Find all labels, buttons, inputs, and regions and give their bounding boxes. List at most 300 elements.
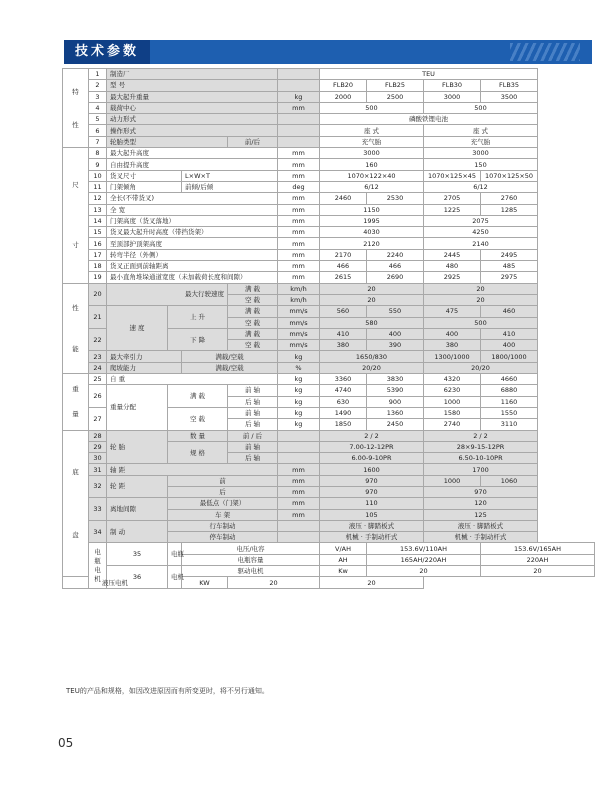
table-row [63, 159, 595, 170]
row-sub: 后 [168, 486, 278, 497]
row-name: 转弯半径（外侧） [107, 249, 278, 260]
table-row [63, 136, 595, 147]
row-name: 轮 距 [107, 475, 168, 498]
value-cell: 2460 [320, 193, 367, 204]
row-number: 12 [89, 193, 107, 204]
row-name: 自 重 [107, 374, 278, 385]
value-cell: 500 [320, 102, 424, 113]
value-cell: 153.6V/110AH [367, 543, 481, 554]
value-cell: 1000 [424, 475, 481, 486]
row-number: 17 [89, 249, 107, 260]
value-cell: 2740 [424, 419, 481, 430]
value-cell: 390 [367, 340, 424, 351]
table-row [63, 193, 595, 204]
section-label [63, 374, 89, 430]
value-cell: 20 [320, 283, 424, 294]
unit-cell: mm [278, 204, 320, 215]
value-cell: FLB35 [481, 80, 538, 91]
unit-cell [278, 441, 320, 452]
row-number: 11 [89, 181, 107, 192]
value-cell: 7.00-12-12PR [320, 441, 424, 452]
value-cell: 1300/1000 [424, 351, 481, 362]
row-number: 15 [89, 227, 107, 238]
row-number: 8 [89, 148, 107, 159]
table-row [63, 261, 595, 272]
value-cell: 3500 [481, 91, 538, 102]
row-name: 轮 胎 [107, 430, 168, 464]
row-name: 最大行驶速度 [107, 283, 228, 306]
unit-cell: mm/s [278, 340, 320, 351]
value-cell: 20 [367, 566, 481, 577]
value-cell: 2705 [424, 193, 481, 204]
unit-cell: kg [278, 91, 320, 102]
value-cell: FLB20 [320, 80, 367, 91]
value-cell: 座 式 [424, 125, 538, 136]
section-char: 性 [72, 303, 79, 312]
unit-cell: kg [278, 351, 320, 362]
section-char: 特 [72, 87, 79, 96]
row-name: 重量分配 [107, 385, 168, 430]
table-row [63, 215, 595, 226]
row-number: 16 [89, 238, 107, 249]
section-char: 重 [72, 385, 79, 394]
row-sub: 电压/电容 [182, 543, 320, 554]
unit-cell: mm [278, 148, 320, 159]
value-cell: 1550 [481, 407, 538, 418]
table-row [63, 475, 595, 486]
row-group: 空 载 [168, 407, 228, 430]
row-sub: 液压电机 [63, 577, 168, 588]
value-cell: 4740 [320, 385, 367, 396]
unit-cell: Kw [320, 566, 367, 577]
unit-cell: mm/s [278, 306, 320, 317]
value-cell: 6/12 [424, 181, 538, 192]
value-cell: 6.00-9-10PR [320, 453, 424, 464]
value-cell: 机械 · 手制动杆式 [320, 532, 424, 543]
table-row [63, 385, 595, 396]
unit-cell: kg [278, 385, 320, 396]
value-cell: 105 [320, 509, 424, 520]
table-row [63, 351, 595, 362]
value-cell: 4250 [424, 227, 538, 238]
section-char: 量 [72, 410, 79, 419]
row-sub: 满 载 [228, 283, 278, 294]
value-cell: 400 [424, 328, 481, 339]
row-name: 货叉最大起升时高度（带挡货架） [107, 227, 278, 238]
value-cell: 20 [481, 566, 595, 577]
value-cell: 900 [367, 396, 424, 407]
row-number: 21 [89, 306, 107, 329]
section-char: 能 [72, 344, 79, 353]
unit-cell: mm/s [278, 317, 320, 328]
row-number: 24 [89, 362, 107, 373]
row-sub: 驱动电机 [182, 566, 320, 577]
value-cell: 座 式 [320, 125, 424, 136]
table-row [63, 577, 595, 588]
row-number: 34 [89, 520, 107, 543]
section-label [63, 283, 89, 373]
table-row [63, 498, 595, 509]
row-name: 轴 距 [107, 464, 278, 475]
row-sub: 空 载 [228, 294, 278, 305]
row-sub: L×W×T [182, 170, 278, 181]
value-cell: 580 [320, 317, 424, 328]
table-row [63, 181, 595, 192]
value-cell: 2530 [367, 193, 424, 204]
value-cell: 4030 [320, 227, 424, 238]
row-group: 下 降 [168, 328, 228, 351]
value-cell: 磷酸铁锂电池 [320, 114, 538, 125]
value-cell: 2170 [320, 249, 367, 260]
value-cell: 2140 [424, 238, 538, 249]
row-name: 至顶部护顶架高度 [107, 238, 278, 249]
value-cell: 160 [320, 159, 424, 170]
row-name: 制造厂 [107, 69, 278, 80]
row-number: 3 [89, 91, 107, 102]
row-name: 货叉正面到前轴距离 [107, 261, 278, 272]
value-cell: 3000 [320, 148, 424, 159]
row-sub: 满载/空载 [182, 362, 278, 373]
value-cell: 3830 [367, 374, 424, 385]
row-number: 32 [89, 475, 107, 498]
value-cell: 4320 [424, 374, 481, 385]
value-cell: 153.6V/165AH [481, 543, 595, 554]
unit-cell: kg [278, 419, 320, 430]
section-header [64, 40, 592, 64]
row-group: 上 升 [168, 306, 228, 329]
value-cell: 1150 [320, 204, 424, 215]
row-number: 20 [89, 283, 107, 306]
value-cell: 466 [367, 261, 424, 272]
unit-cell: mm [278, 249, 320, 260]
row-number: 5 [89, 114, 107, 125]
row-number: 6 [89, 125, 107, 136]
value-cell: 6230 [424, 385, 481, 396]
row-sub: 空 载 [228, 317, 278, 328]
value-cell: 380 [320, 340, 367, 351]
value-cell: 3110 [481, 419, 538, 430]
value-cell: 1800/1000 [481, 351, 538, 362]
value-cell: 1360 [367, 407, 424, 418]
row-name: 最大起升重量 [107, 91, 278, 102]
value-cell: 1600 [320, 464, 424, 475]
row-number: 18 [89, 261, 107, 272]
section-char: 盘 [72, 530, 79, 539]
row-sub: 前 轴 [228, 407, 278, 418]
row-name: 全 宽 [107, 204, 278, 215]
row-name: 型 号 [107, 80, 278, 91]
unit-cell: mm [278, 464, 320, 475]
table-row [63, 114, 595, 125]
table-row [63, 227, 595, 238]
row-sub: 后 轴 [228, 419, 278, 430]
value-cell: 20 [320, 577, 424, 588]
value-cell: 2000 [320, 91, 367, 102]
row-number: 31 [89, 464, 107, 475]
row-number: 13 [89, 204, 107, 215]
row-sub: 电瓶容量 [182, 554, 320, 565]
value-cell: 165AH/220AH [367, 554, 481, 565]
value-cell: 2925 [424, 272, 481, 283]
unit-cell: km/h [278, 294, 320, 305]
value-cell: 1070×122×40 [320, 170, 424, 181]
value-cell: 2 / 2 [424, 430, 538, 441]
value-cell: 20/20 [424, 362, 538, 373]
value-cell: 500 [424, 317, 538, 328]
value-cell: 2975 [481, 272, 538, 283]
row-name: 电瓶 [168, 543, 182, 566]
value-cell: 1160 [481, 396, 538, 407]
value-cell: TEU [320, 69, 538, 80]
unit-cell: KW [182, 577, 228, 588]
row-sub: 前/后 [228, 136, 278, 147]
spec-table [62, 68, 595, 589]
value-cell: 6880 [481, 385, 538, 396]
row-sub: 前 轴 [228, 441, 278, 452]
row-name: 全长(不带货叉) [107, 193, 278, 204]
page-number: 05 [58, 736, 74, 750]
section-char: 底 [72, 467, 79, 476]
value-cell: 485 [481, 261, 538, 272]
unit-cell: deg [278, 181, 320, 192]
unit-cell [278, 453, 320, 464]
value-cell: 1580 [424, 407, 481, 418]
value-cell: 380 [424, 340, 481, 351]
unit-cell: % [278, 362, 320, 373]
value-cell: 460 [481, 306, 538, 317]
table-row [63, 69, 595, 80]
value-cell: 20 [424, 283, 538, 294]
value-cell: 1070×125×50 [481, 170, 538, 181]
value-cell: 6/12 [320, 181, 424, 192]
unit-cell: mm [278, 498, 320, 509]
row-name: 轮胎类型 [107, 136, 228, 147]
row-name: 门架高度（货叉落地） [107, 215, 278, 226]
value-cell: 475 [424, 306, 481, 317]
unit-cell: mm [278, 227, 320, 238]
section-label [63, 69, 89, 148]
row-number: 29 [89, 441, 107, 452]
row-number: 26 [89, 385, 107, 408]
value-cell: 400 [367, 328, 424, 339]
value-cell: 1850 [320, 419, 367, 430]
value-cell: 970 [320, 475, 424, 486]
row-number: 10 [89, 170, 107, 181]
unit-cell: V/AH [320, 543, 367, 554]
table-row [63, 464, 595, 475]
value-cell: 3360 [320, 374, 367, 385]
table-row [63, 238, 595, 249]
unit-cell: mm [278, 509, 320, 520]
value-cell: 1285 [481, 204, 538, 215]
unit-cell [278, 136, 320, 147]
row-number: 7 [89, 136, 107, 147]
unit-cell [278, 125, 320, 136]
unit-cell: km/h [278, 283, 320, 294]
unit-cell: kg [278, 374, 320, 385]
row-name: 动力形式 [107, 114, 278, 125]
section-char: 尺 [72, 181, 79, 190]
row-name: 最小直角堆垛通道宽度（未加载荷长度和间隙） [107, 272, 278, 283]
row-name: 载荷中心 [107, 102, 278, 113]
value-cell: 500 [424, 102, 538, 113]
value-cell: 150 [424, 159, 538, 170]
row-group: 规 格 [168, 441, 228, 464]
row-name: 电机 [168, 566, 182, 589]
row-number: 14 [89, 215, 107, 226]
unit-cell: mm [278, 102, 320, 113]
value-cell: 2120 [320, 238, 424, 249]
table-row [63, 272, 595, 283]
value-cell: 6.50-10-10PR [424, 453, 538, 464]
unit-cell: mm [278, 272, 320, 283]
section-label [63, 148, 89, 284]
section-char: 性 [72, 120, 79, 129]
table-row [63, 91, 595, 102]
unit-cell: mm [278, 261, 320, 272]
section-title: 技术参数 [64, 40, 150, 64]
row-name: 爬坡能力 [107, 362, 182, 373]
header-stripes [510, 43, 580, 61]
value-cell: 4660 [481, 374, 538, 385]
table-row [63, 80, 595, 91]
row-number: 2 [89, 80, 107, 91]
row-sub: 前 / 后 [228, 430, 278, 441]
table-row [63, 283, 595, 294]
value-cell: 410 [320, 328, 367, 339]
table-row [63, 125, 595, 136]
row-number: 25 [89, 374, 107, 385]
row-number: 27 [89, 407, 107, 430]
value-cell: 20 [228, 577, 320, 588]
value-cell: FLB25 [367, 80, 424, 91]
unit-cell [278, 532, 320, 543]
value-cell: 2445 [424, 249, 481, 260]
value-cell: 410 [481, 328, 538, 339]
table-row [63, 102, 595, 113]
row-name: 制 动 [107, 520, 168, 543]
row-sub: 车 架 [168, 509, 278, 520]
value-cell: 466 [320, 261, 367, 272]
unit-cell: AH [320, 554, 367, 565]
value-cell: 2450 [367, 419, 424, 430]
value-cell: 1650/830 [320, 351, 424, 362]
unit-cell: mm [278, 170, 320, 181]
row-number: 22 [89, 328, 107, 351]
table-row [63, 306, 595, 317]
row-number: 9 [89, 159, 107, 170]
value-cell: 20 [424, 294, 538, 305]
table-row [63, 520, 595, 531]
value-cell: 20/20 [320, 362, 424, 373]
unit-cell: mm [278, 159, 320, 170]
value-cell: 2 / 2 [320, 430, 424, 441]
row-sub: 满载/空载 [182, 351, 278, 362]
row-number: 19 [89, 272, 107, 283]
unit-cell: kg [278, 396, 320, 407]
unit-cell: mm/s [278, 328, 320, 339]
row-number: 30 [89, 453, 107, 464]
table-row [63, 148, 595, 159]
row-number: 4 [89, 102, 107, 113]
value-cell: 2690 [367, 272, 424, 283]
row-number: 36 [107, 566, 168, 589]
section-label: 电瓶电机 [89, 543, 107, 588]
unit-cell: mm [278, 193, 320, 204]
value-cell: 550 [367, 306, 424, 317]
row-number: 1 [89, 69, 107, 80]
section-label [63, 430, 89, 577]
footnote: TEU的产品和规格，如因改进原因而有所变更时，将不另行通知。 [66, 687, 269, 695]
table-row [63, 362, 595, 373]
value-cell: 400 [481, 340, 538, 351]
unit-cell: mm [278, 486, 320, 497]
value-cell: 2495 [481, 249, 538, 260]
value-cell: 充气胎 [424, 136, 538, 147]
row-sub: 行车制动 [168, 520, 278, 531]
value-cell: 1225 [424, 204, 481, 215]
value-cell: 3000 [424, 91, 481, 102]
row-number: 33 [89, 498, 107, 521]
table-row [63, 170, 595, 181]
table-row [63, 249, 595, 260]
value-cell: 120 [424, 498, 538, 509]
value-cell: 1070×125×45 [424, 170, 481, 181]
value-cell: 970 [320, 486, 424, 497]
row-sub: 前倾/后倾 [182, 181, 278, 192]
unit-cell: kg [278, 407, 320, 418]
value-cell: 970 [424, 486, 538, 497]
value-cell: 480 [424, 261, 481, 272]
row-name: 离地间隙 [107, 498, 168, 521]
table-row [63, 543, 595, 554]
value-cell: 充气胎 [320, 136, 424, 147]
row-number: 35 [107, 543, 168, 566]
unit-cell [278, 430, 320, 441]
row-sub: 前 [168, 475, 278, 486]
row-name: 门架倾角 [107, 181, 182, 192]
value-cell: 机械 · 手制动杆式 [424, 532, 538, 543]
value-cell: 1995 [320, 215, 424, 226]
unit-cell [278, 520, 320, 531]
unit-cell: mm [278, 475, 320, 486]
row-sub: 前 轴 [228, 385, 278, 396]
unit-cell [278, 80, 320, 91]
table-row [63, 374, 595, 385]
value-cell: 125 [424, 509, 538, 520]
row-group: 数 量 [168, 430, 228, 441]
row-sub: 最低点（门架） [168, 498, 278, 509]
row-sub: 后 轴 [228, 453, 278, 464]
row-name: 速 度 [107, 306, 168, 351]
value-cell: 630 [320, 396, 367, 407]
value-cell: 28×9-15-12PR [424, 441, 538, 452]
row-number: 23 [89, 351, 107, 362]
section-char: 寸 [72, 241, 79, 250]
table-row [63, 566, 595, 577]
value-cell: 20 [320, 294, 424, 305]
unit-cell [278, 69, 320, 80]
value-cell: 2240 [367, 249, 424, 260]
unit-cell: mm [278, 238, 320, 249]
table-row [63, 430, 595, 441]
value-cell: 3000 [424, 148, 538, 159]
value-cell: 液压 · 脚踏板式 [320, 520, 424, 531]
row-sub: 满 载 [228, 306, 278, 317]
row-sub: 后 轴 [228, 396, 278, 407]
row-sub: 满 载 [228, 328, 278, 339]
row-name: 操作形式 [107, 125, 278, 136]
